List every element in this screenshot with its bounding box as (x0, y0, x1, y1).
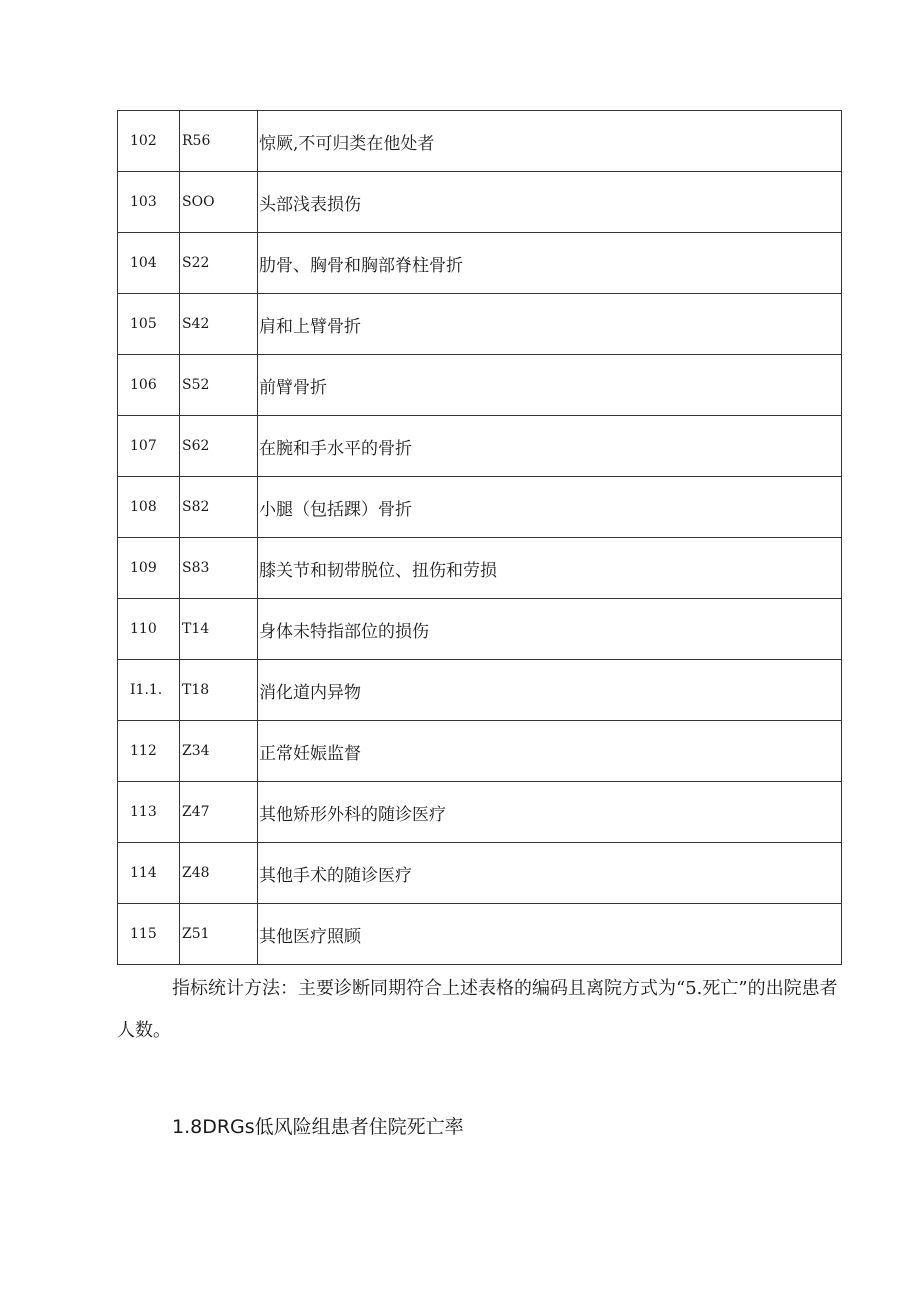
diagnosis-name: 身体未特指部位的损伤 (258, 599, 842, 660)
table-row (118, 111, 842, 172)
icd-code: T18 (180, 660, 258, 721)
section-heading: 1.8DRGs低风险组患者住院死亡率 (172, 1116, 464, 1138)
table-row (118, 172, 842, 233)
table-row (118, 416, 842, 477)
icd-code: Z51 (180, 904, 258, 965)
icd-code: T14 (180, 599, 258, 660)
diagnosis-name: 其他矫形外科的随诊医疗 (258, 782, 842, 843)
method-paragraph: 指标统计方法：主要诊断同期符合上述表格的编码且离院方式为“5.死亡”的出院患者人数。 (117, 978, 838, 1041)
row-number: 109 (118, 538, 180, 599)
row-number: 115 (118, 904, 180, 965)
row-number: 110 (118, 599, 180, 660)
diagnosis-name: 肩和上臂骨折 (258, 294, 842, 355)
icd-code: S52 (180, 355, 258, 416)
icd-code: S42 (180, 294, 258, 355)
table-row (118, 843, 842, 904)
row-number: 107 (118, 416, 180, 477)
table-row (118, 477, 842, 538)
icd-code: S82 (180, 477, 258, 538)
icd-code: S62 (180, 416, 258, 477)
table-body (118, 111, 842, 965)
row-number: 105 (118, 294, 180, 355)
table-row (118, 721, 842, 782)
diagnosis-name: 头部浅表损伤 (258, 172, 842, 233)
diagnosis-name: 在腕和手水平的骨折 (258, 416, 842, 477)
table-row (118, 538, 842, 599)
row-number: 108 (118, 477, 180, 538)
diagnosis-name: 膝关节和韧带脱位、扭伤和劳损 (258, 538, 842, 599)
diagnosis-name: 正常妊娠监督 (258, 721, 842, 782)
table-row (118, 233, 842, 294)
table-row (118, 294, 842, 355)
diagnosis-name: 其他医疗照顾 (258, 904, 842, 965)
table-row (118, 355, 842, 416)
row-number: 113 (118, 782, 180, 843)
diagnosis-name: 其他手术的随诊医疗 (258, 843, 842, 904)
icd-code: S22 (180, 233, 258, 294)
icd-code: S83 (180, 538, 258, 599)
icd-code: SOO (180, 172, 258, 233)
table-row (118, 782, 842, 843)
row-number: 102 (118, 111, 180, 172)
icd-code: Z48 (180, 843, 258, 904)
row-number: 103 (118, 172, 180, 233)
diagnosis-name: 小腿（包括踝）骨折 (258, 477, 842, 538)
diagnosis-name: 肋骨、胸骨和胸部脊柱骨折 (258, 233, 842, 294)
row-number: 106 (118, 355, 180, 416)
row-number: 114 (118, 843, 180, 904)
icd-code: Z34 (180, 721, 258, 782)
row-number: I1.1. (118, 660, 180, 721)
diagnosis-code-table (117, 110, 842, 965)
row-number: 112 (118, 721, 180, 782)
table-row (118, 660, 842, 721)
diagnosis-name: 消化道内异物 (258, 660, 842, 721)
table-row (118, 904, 842, 965)
diagnosis-name: 惊厥,不可归类在他处者 (258, 111, 842, 172)
icd-code: Z47 (180, 782, 258, 843)
row-number: 104 (118, 233, 180, 294)
diagnosis-name: 前臂骨折 (258, 355, 842, 416)
icd-code: R56 (180, 111, 258, 172)
table-row (118, 599, 842, 660)
